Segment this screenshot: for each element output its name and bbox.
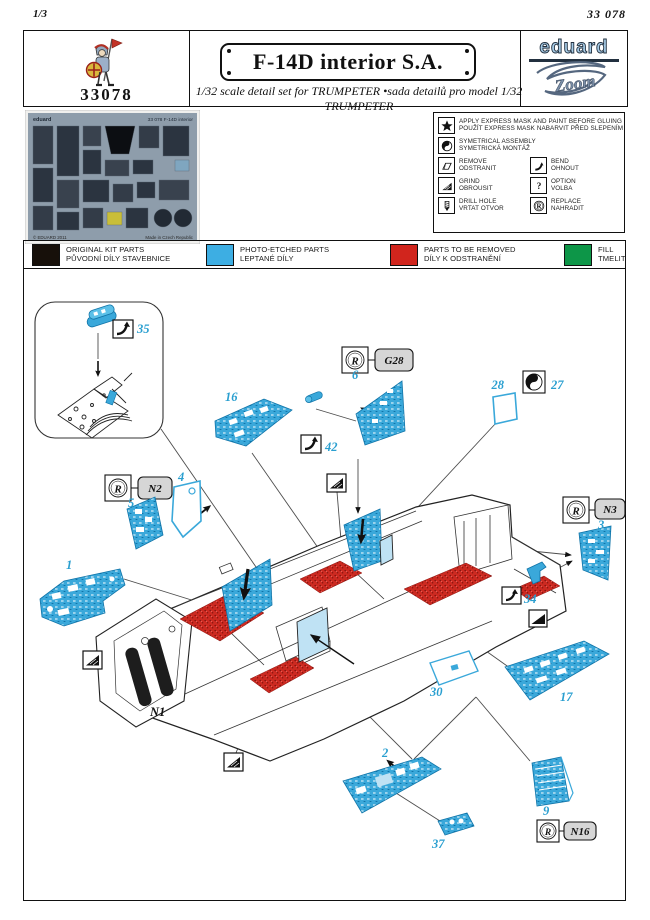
- catalog-number-box: 33078: [80, 85, 133, 104]
- cockpit-tub-drawing: [96, 495, 566, 761]
- fret-copyright: © EDUARD 2011: [33, 235, 67, 240]
- page-title: F-14D interior S.A.: [253, 49, 443, 74]
- symbol-symmetrical: SYMETRICAL ASSEMBLY SYMETRICKÁ MONTÁŽ: [438, 137, 620, 154]
- svg-text:R: R: [536, 203, 541, 211]
- fret-origin: Made in Czech Republic: [145, 235, 193, 240]
- color-legend: [23, 240, 626, 269]
- svg-text:N16: N16: [570, 826, 590, 838]
- pe-fret-photo: [25, 110, 200, 244]
- svg-text:G28: G28: [384, 355, 404, 367]
- bend-icon: [530, 157, 547, 174]
- svg-text:?: ?: [536, 180, 541, 191]
- part-1-drawing: [40, 569, 125, 626]
- part-16-drawing: [215, 399, 292, 446]
- zoom-logo: [531, 59, 619, 103]
- grind-icon: [438, 177, 455, 194]
- blue-swatch: [206, 244, 234, 266]
- bend-icon-34: [502, 587, 521, 604]
- rudder-pedal-drawing: [58, 373, 132, 438]
- svg-text:R: R: [544, 828, 552, 838]
- grind-icon-a: [83, 651, 102, 669]
- svg-text:R: R: [572, 505, 580, 518]
- part-label-27: 27: [551, 378, 564, 392]
- symbol-option: ? OPTION VOLBA: [530, 177, 620, 194]
- part-label-28: 28: [491, 378, 504, 392]
- part-42-drawing: [304, 391, 323, 404]
- part-label-2: 2: [382, 746, 389, 760]
- grind-icon-b: [327, 474, 346, 492]
- part-label-5: 5: [128, 496, 135, 510]
- grind-icon-c: [224, 753, 243, 771]
- part-label-6: 6: [352, 368, 359, 382]
- bend-icon-42: [301, 435, 321, 453]
- logo-cell: [520, 31, 627, 106]
- part-label-4: 4: [178, 470, 185, 484]
- zoom-logo-text: Zoom: [553, 71, 597, 96]
- fret-title-label: 33 078 F-14D interior: [147, 118, 193, 123]
- green-swatch: [564, 244, 592, 266]
- part-label-35: 35: [137, 322, 150, 336]
- svg-text:N3: N3: [603, 504, 617, 516]
- part-4-drawing: [172, 481, 201, 537]
- part-3-drawing: [579, 526, 611, 580]
- svg-text:R: R: [351, 355, 359, 368]
- replace-icon: [530, 197, 547, 214]
- sheet-number: 1/3: [33, 8, 48, 20]
- part-9-drawing: [532, 757, 573, 806]
- callout-n2: [105, 475, 172, 501]
- part-label-37: 37: [432, 837, 445, 851]
- catalog-number: 33 078: [587, 7, 626, 21]
- legend-photo-etched-parts: PHOTO-ETCHED PARTS LEPTANÉ DÍLY: [206, 244, 329, 266]
- part-label-34: 34: [524, 592, 537, 606]
- title-plate: [220, 43, 476, 81]
- assembly-diagram-frame: [23, 269, 626, 901]
- callout-n3: [563, 497, 625, 523]
- black-swatch: [32, 244, 60, 266]
- part-label-42: 42: [325, 440, 338, 454]
- option-icon: [530, 177, 547, 194]
- part-17-drawing: [505, 641, 609, 700]
- callout-n16: [537, 820, 596, 842]
- red-swatch: [390, 244, 418, 266]
- symbol-grind: GRIND OBROUSIT: [438, 177, 528, 194]
- part-label-16: 16: [225, 390, 238, 404]
- bend-icon-35: [113, 320, 133, 338]
- part-label-1: 1: [66, 558, 73, 572]
- knight-cell: [24, 31, 190, 106]
- symmetrical-assembly-icon: [438, 137, 455, 154]
- remove-icon: [438, 157, 455, 174]
- part-label-9: 9: [543, 804, 550, 818]
- symbol-express-mask: APPLY EXPRESS MASK AND PAINT BEFORE GLUING POUŽÍT EXPRESS MASK NABARVIT PŘED SLEPENÍM: [438, 117, 620, 134]
- legend-original-kit-parts: ORIGINAL KIT PARTS PŮVODNÍ DÍLY STAVEBNICE: [32, 244, 170, 266]
- svg-text:R: R: [114, 483, 122, 496]
- symbol-bend: BEND OHNOUT: [530, 157, 620, 174]
- kit-part-label-n1: N1: [150, 705, 166, 719]
- page-subtitle: 1/32 scale detail set for TRUMPETER •sada detailů pro model 1/32 TRUMPETER: [195, 84, 523, 113]
- header: [23, 30, 628, 113]
- drill-hole-icon: [438, 197, 455, 214]
- part-37-drawing: [438, 813, 474, 835]
- part-label-30: 30: [430, 685, 443, 699]
- express-mask-star-icon: [438, 117, 455, 134]
- part-6-drawing: [301, 381, 405, 453]
- eduard-logo: eduard: [529, 37, 619, 62]
- part-label-3: 3: [598, 518, 605, 532]
- fret-brand-label: eduard: [33, 117, 52, 123]
- symbol-remove: REMOVE ODSTRANIT: [438, 157, 528, 174]
- symbols-legend: [433, 112, 625, 233]
- legend-fill: FILL TMELIT: [564, 244, 626, 266]
- svg-text:N2: N2: [148, 483, 162, 495]
- symbol-replace: R REPLACE NAHRADIT: [530, 197, 620, 214]
- part-28-drawing: [493, 393, 517, 424]
- assembly-diagram: [24, 269, 627, 901]
- legend-parts-to-be-removed: PARTS TO BE REMOVED DÍLY K ODSTRANĚNÍ: [390, 244, 516, 266]
- symbol-drill: DRILL HOLE VRTAT OTVOR: [438, 197, 528, 214]
- part-label-17: 17: [560, 690, 573, 704]
